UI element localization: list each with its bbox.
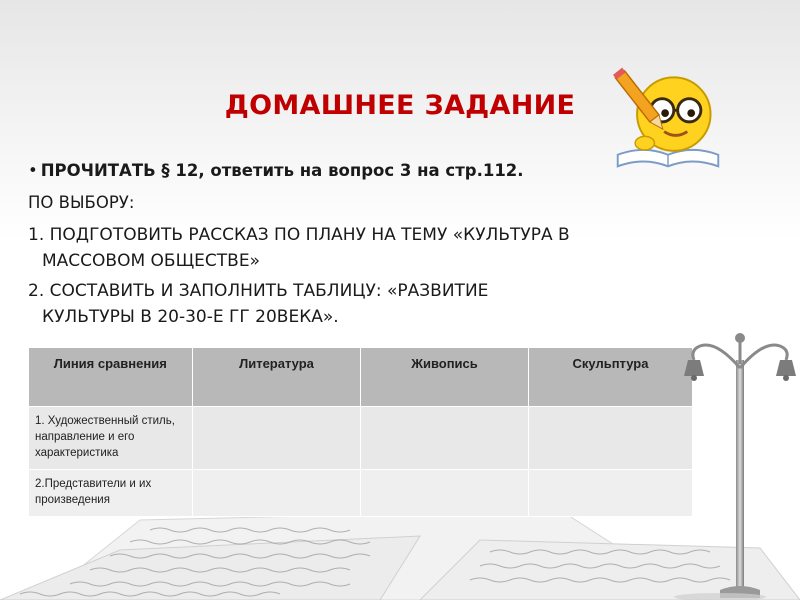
table-header-cell: Литература <box>193 348 361 407</box>
choice-item-1 <box>28 222 748 274</box>
comparison-table <box>28 348 693 517</box>
reading-assignment <box>28 158 748 184</box>
bullet-glyph: • <box>28 161 38 180</box>
choice-item-1-line-2: МАССОВОМ ОБЩЕСТВЕ» <box>42 251 260 271</box>
table-cell: 1. Художественный стиль, направление и его характеристика <box>29 407 193 470</box>
page-title: ДОМАШНЕЕ ЗАДАНИЕ <box>224 90 576 122</box>
choice-item-1-line-1: 1. ПОДГОТОВИТЬ РАССКАЗ ПО ПЛАНУ НА ТЕМУ «КУЛЬТУРА В <box>28 225 570 245</box>
table-cell[interactable] <box>361 470 529 517</box>
table-header-cell: Живопись <box>361 348 529 407</box>
homework-content <box>28 158 748 334</box>
table-row <box>29 407 693 470</box>
assignment-verb: ПРОЧИТАТЬ <box>40 161 156 180</box>
choice-item-2-line-2: КУЛЬТУРЫ В 20-30-Е ГГ 20ВЕКА». <box>42 307 339 327</box>
table-row <box>29 470 693 517</box>
table-cell[interactable] <box>193 407 361 470</box>
assignment-details: § 12, ответить на вопрос 3 на стр.112. <box>161 161 524 180</box>
table-header-cell: Скульптура <box>529 348 693 407</box>
table-header-cell: Линия сравнения <box>29 348 193 407</box>
choice-item-2-line-1: 2. СОСТАВИТЬ И ЗАПОЛНИТЬ ТАБЛИЦУ: «РАЗВИТИЕ <box>28 281 489 301</box>
table-cell: 2.Представители и их произведения <box>29 470 193 517</box>
street-lamp-icon <box>660 320 800 600</box>
choice-label: ПО ВЫБОРУ: <box>28 193 135 212</box>
table-cell[interactable] <box>193 470 361 517</box>
choice-item-2 <box>28 278 748 330</box>
table-cell[interactable] <box>361 407 529 470</box>
table-header-row <box>29 348 693 407</box>
